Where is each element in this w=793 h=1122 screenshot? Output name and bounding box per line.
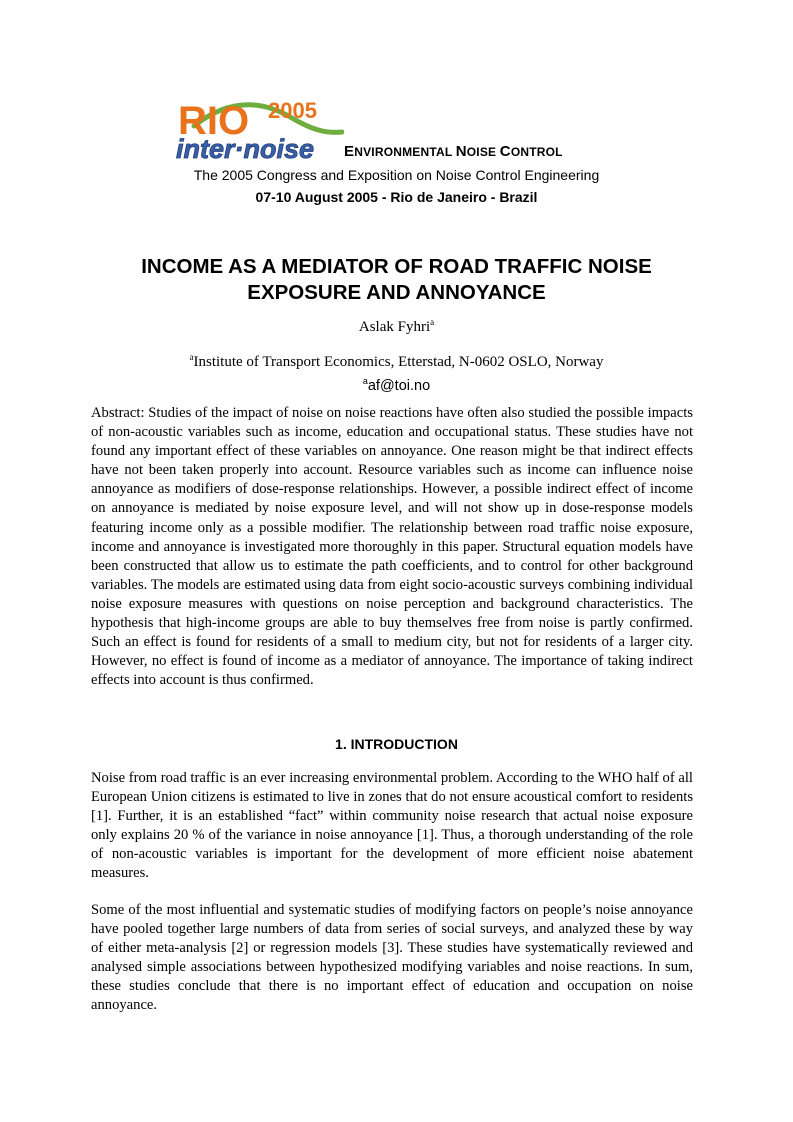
email-text: af@toi.no	[367, 378, 431, 394]
intro-paragraph-1: Noise from road traffic is an ever increasing environmental problem. According to the WHO half of all European Union citizens is estimated to live in zones that do not ensure acoustical comfort to residents [1]. Further, it is an established “fact” within community noise research that actual noise exposure only explains 20 % of the variance in noise annoyance [1]. Thus, a thorough understanding of the role of non-acoustic variables is important for the development of more efficient noise abatement measures.	[91, 770, 693, 882]
author-name: Aslak Fyhri	[358, 319, 431, 335]
logo-brand-text: inter·noise	[176, 134, 315, 160]
email-sup: a	[362, 376, 368, 387]
conference-logo	[174, 96, 344, 160]
author-email	[0, 378, 793, 394]
logo-rio-text: RIO	[178, 99, 250, 143]
affiliation	[0, 354, 793, 371]
logo-year-text: 2005	[268, 98, 317, 123]
conf-name-rest-1: NVIRONMENTAL	[354, 145, 456, 159]
intro-paragraph-2: Some of the most influential and systematic studies of modifying factors on people’s noise annoyance have pooled together large numbers of data from series of social surveys, and analyzed these by way of either meta-analysis [2] or regression models [3]. These studies have systematically reviewed and analysed simple associations between hypothesized modifying variables and noise reactions. In sum, these studies conclude that there is no important effect of education and occupation on noise annoyance.	[91, 902, 693, 1014]
section-heading-introduction: 1. INTRODUCTION	[335, 736, 458, 752]
conference-subtitle: The 2005 Congress and Exposition on Noise Control Engineering	[193, 167, 600, 183]
author-sup: a	[430, 317, 435, 327]
conf-name-cap-3: C	[499, 143, 511, 160]
paper-title-line-1: INCOME AS A MEDIATOR OF ROAD TRAFFIC NOISE	[141, 255, 652, 278]
paper-title-line-2: EXPOSURE AND ANNOYANCE	[247, 281, 546, 304]
conference-date-location: 07-10 August 2005 - Rio de Janeiro - Brazil	[255, 189, 538, 205]
conf-name-cap-2: N	[455, 143, 467, 160]
conf-name-rest-3: ONTROL	[510, 145, 563, 159]
affiliation-text: Institute of Transport Economics, Etterstad, N-0602 OSLO, Norway	[193, 354, 604, 370]
affiliation-sup: a	[189, 352, 194, 362]
conf-name-rest-2: OISE	[466, 145, 500, 159]
conference-name	[344, 143, 563, 160]
author	[0, 319, 793, 336]
rio-internoise-logo-icon	[174, 96, 344, 160]
paper-title	[80, 254, 713, 306]
conf-name-cap-1: E	[344, 143, 355, 160]
abstract: Abstract: Studies of the impact of noise on noise reactions have often also studied the possible impacts of non-acoustic variables such as income, education and occupational status. These studies have not found any important effect of these variables on annoyance. One reason might be that indirect effects have not been taken properly into account. Resource variables such as income can influence noise annoyance as modifiers of dose-response relationships. However, a possible indirect effect of income on annoyance is mediated by noise exposure level, and will not show up in dose-response models featuring income only as a possible modifier. The relationship between road traffic noise exposure, income and annoyance is investigated more thoroughly in this paper. Structural equation models have been constructed that allow us to estimate the path coefficients, and to control for other background variables. The models are estimated using data from eight socio-acoustic surveys combining individual noise exposure measures with questions on noise perception and background characteristics. The hypothesis that high-income groups are able to buy themselves free from noise is partly confirmed. Such an effect is found for residents of a small to medium city, but not for residents of a larger city. However, no effect is found of income as a mediator of annoyance. The importance of taking indirect effects into account is thus confirmed.	[91, 405, 693, 689]
